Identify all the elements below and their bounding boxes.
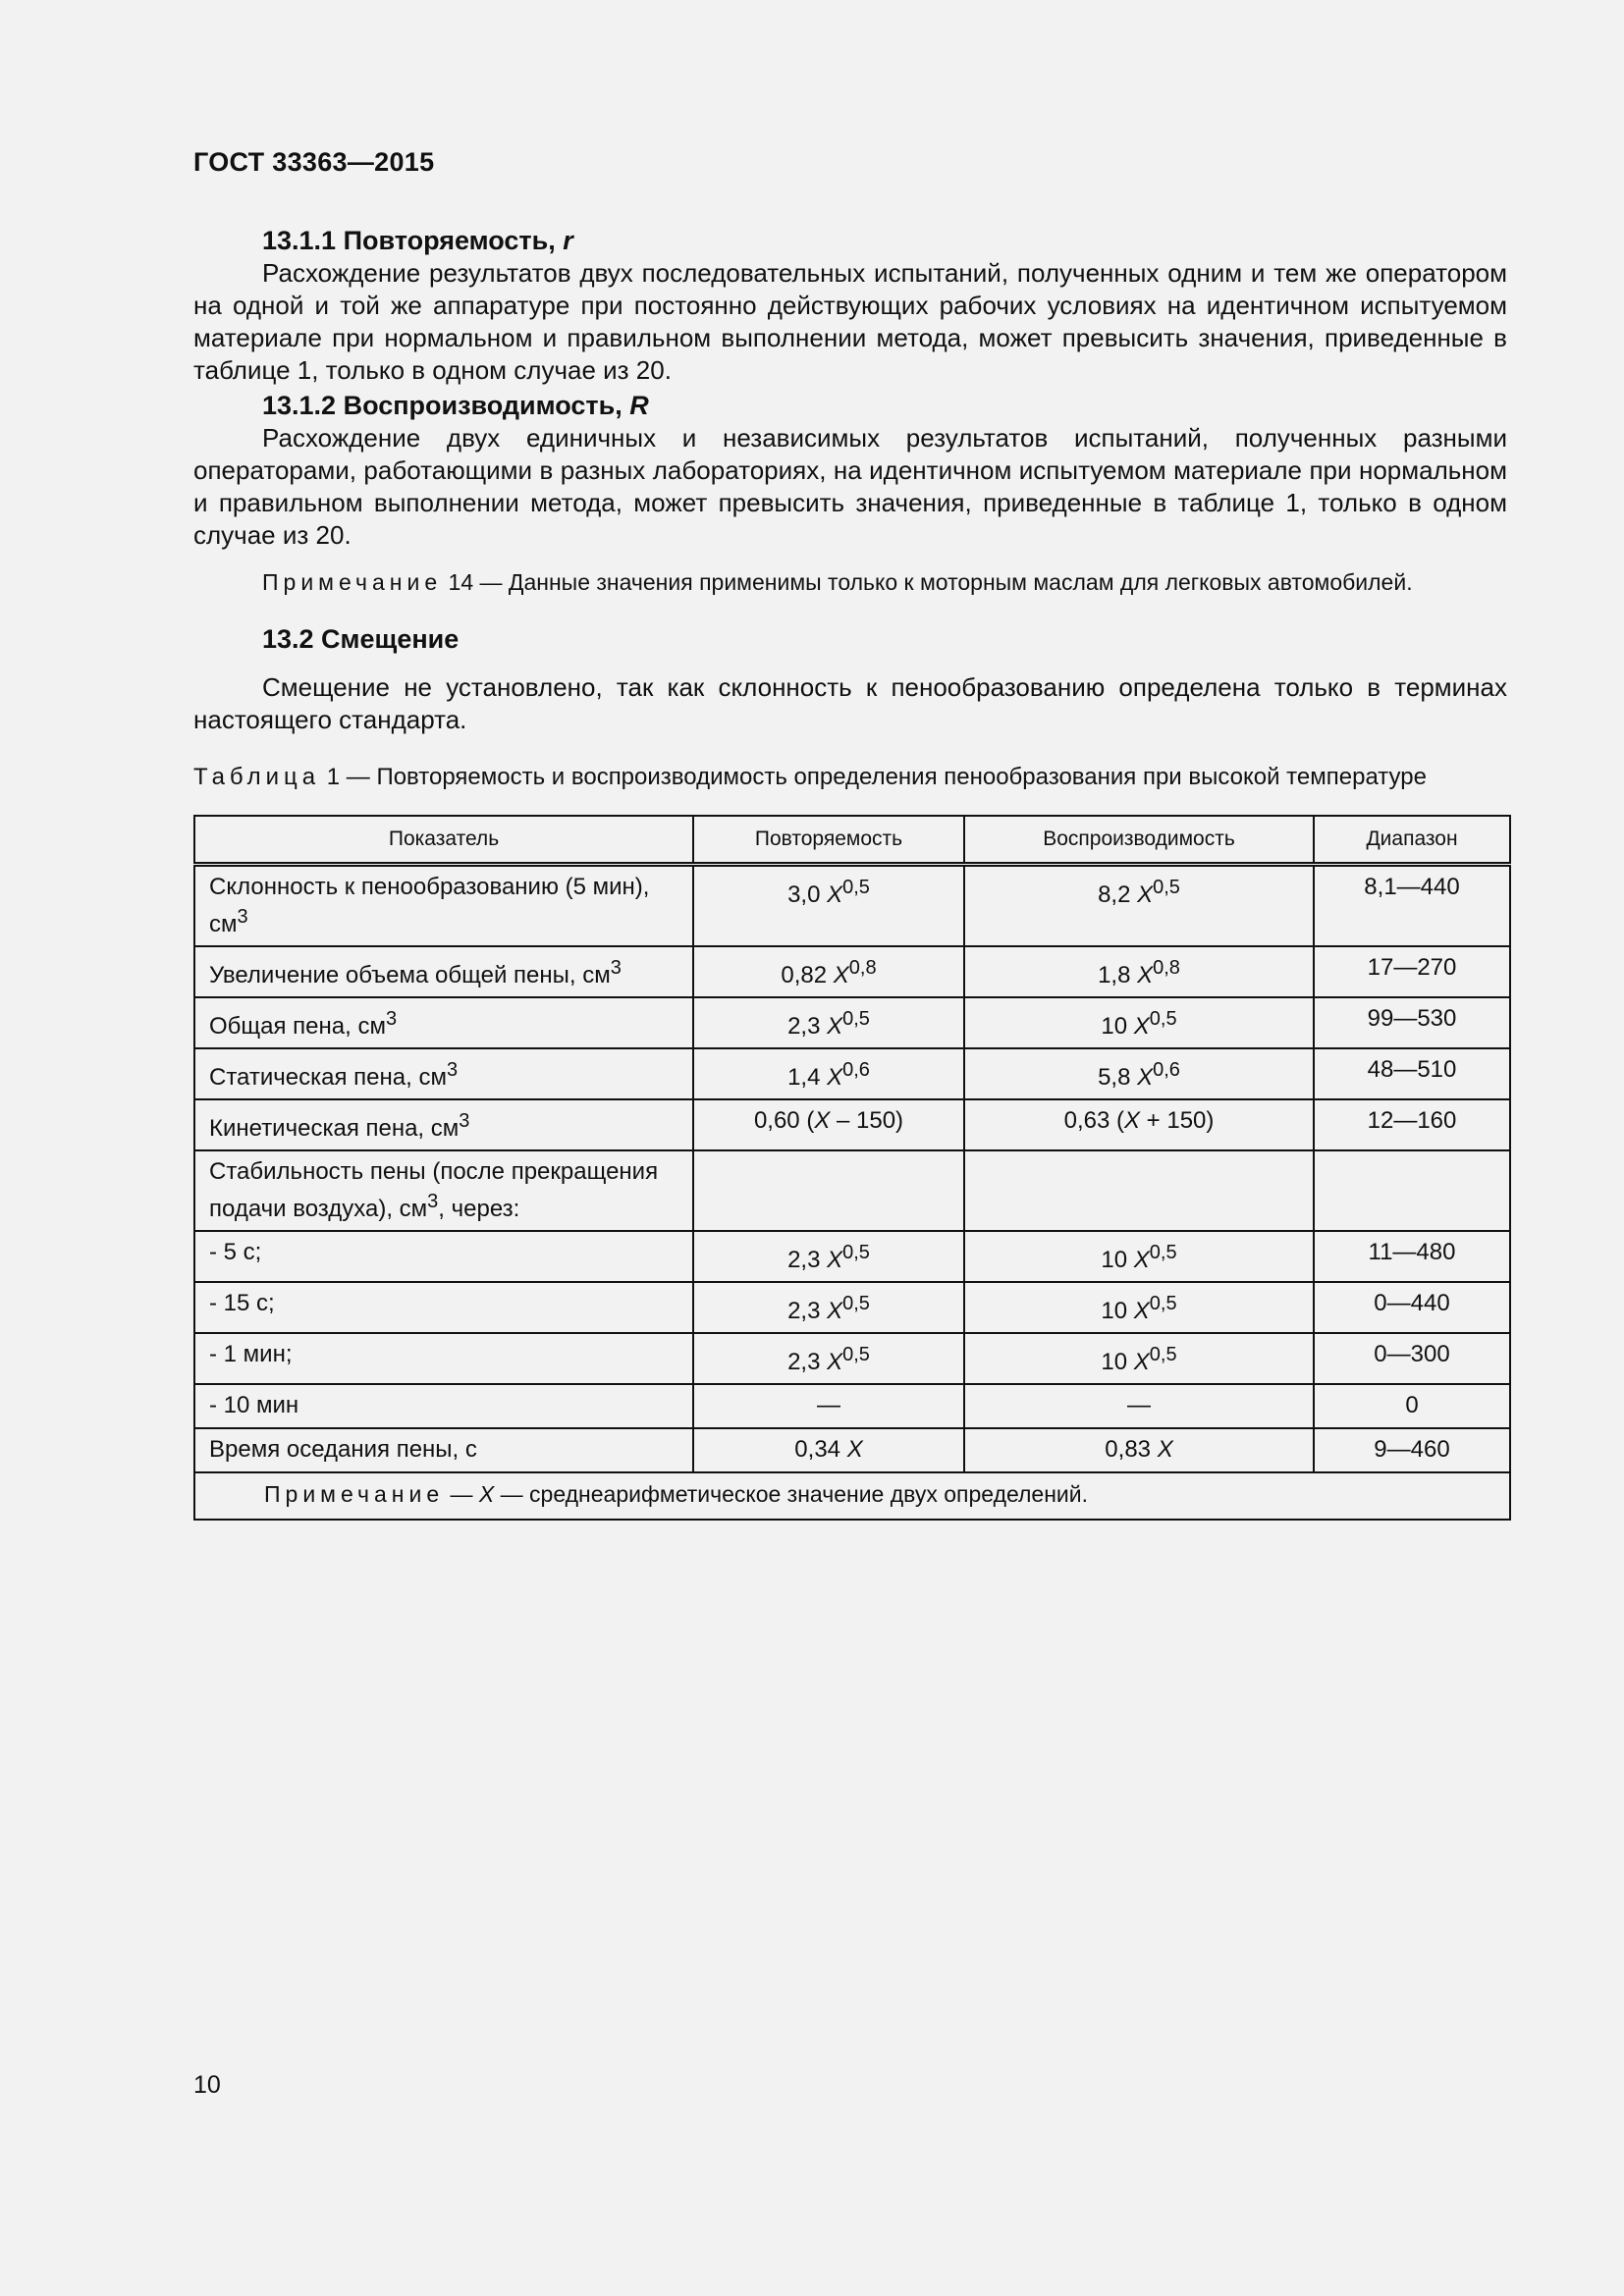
cell-repeatability: 0,60 (X – 150): [693, 1099, 964, 1150]
cell-reproducibility: 1,8 X$^{0,8}$: [964, 946, 1314, 997]
header-range: Диапазон: [1314, 816, 1510, 865]
cell-reproducibility: 0,63 (X + 150): [964, 1099, 1314, 1150]
table-footnote-row: [194, 1472, 1510, 1520]
cell-repeatability: 2,3 X$^{0,5}$: [693, 1231, 964, 1282]
table-row: [194, 1231, 1510, 1282]
cell-range: 0: [1314, 1384, 1510, 1428]
cell-range: 0—300: [1314, 1333, 1510, 1384]
cell-reproducibility: 5,8 X$^{0,6}$: [964, 1048, 1314, 1099]
header-reproducibility: Воспроизводимость: [964, 816, 1314, 865]
cell-range: 0—440: [1314, 1282, 1510, 1333]
cell-range: 8,1—440: [1314, 865, 1510, 947]
note-label: Примечание: [262, 569, 443, 595]
cell-indicator: - 10 мин: [194, 1384, 693, 1428]
heading-bias: 13.2 Смещение: [262, 624, 460, 654]
cell-range: 12—160: [1314, 1099, 1510, 1150]
table-row: [194, 997, 1510, 1048]
cell-range: 48—510: [1314, 1048, 1510, 1099]
header-repeatability: Повторяемость: [693, 816, 964, 865]
cell-indicator: Стабильность пены (после прекращения подачи воздуха), $см^3$, через:: [194, 1150, 693, 1231]
cell-range: 11—480: [1314, 1231, 1510, 1282]
cell-indicator: - 5 с;: [194, 1231, 693, 1282]
table-row: [194, 1384, 1510, 1428]
cell-indicator: Общая пена, $см^3$: [194, 997, 693, 1048]
table-caption: Таблица 1 — Повторяемость и воспроизводимость определения пенообразования при высокой температуре: [193, 764, 1427, 790]
cell-range: 9—460: [1314, 1428, 1510, 1472]
cell-range: 17—270: [1314, 946, 1510, 997]
paragraph-bias: Смещение не установлено, так как склонность к пенообразованию определена только в терминах настоящего стандарта.: [193, 672, 1507, 734]
cell-repeatability: 3,0 X$^{0,5}$: [693, 865, 964, 947]
section-13-1-2: [193, 389, 1507, 552]
cell-repeatability: —: [693, 1384, 964, 1428]
cell-reproducibility: —: [964, 1384, 1314, 1428]
cell-indicator: Увеличение объема общей пены, $см^3$: [194, 946, 693, 997]
cell-repeatability: 2,3 X$^{0,5}$: [693, 1282, 964, 1333]
cell-range: [1314, 1150, 1510, 1231]
section-13-1-1: [193, 224, 1507, 387]
cell-indicator: Время оседания пены, с: [194, 1428, 693, 1472]
cell-reproducibility: [964, 1150, 1314, 1231]
table-row: [194, 1428, 1510, 1472]
cell-reproducibility: 10 X$^{0,5}$: [964, 1231, 1314, 1282]
cell-reproducibility: 10 X$^{0,5}$: [964, 997, 1314, 1048]
cell-indicator: Кинетическая пена, $см^3$: [194, 1099, 693, 1150]
section-13-2: [193, 622, 1507, 736]
cell-indicator: Склонность к пенообразованию (5 мин), $см^3$: [194, 865, 693, 947]
results-table: [193, 815, 1511, 1521]
table-footnote: Примечание — X — среднеарифметическое значение двух определений.: [194, 1472, 1510, 1520]
table-row: [194, 946, 1510, 997]
cell-repeatability: 2,3 X$^{0,5}$: [693, 1333, 964, 1384]
table-row: [194, 1099, 1510, 1150]
cell-repeatability: 0,34 X: [693, 1428, 964, 1472]
header-indicator: Показатель: [194, 816, 693, 865]
heading-reproducibility: 13.1.2 Воспроизводимость, R: [262, 391, 649, 420]
page-number: 10: [193, 2071, 221, 2099]
table-row: [194, 1282, 1510, 1333]
table-header-row: [194, 816, 1510, 865]
cell-repeatability: 2,3 X$^{0,5}$: [693, 997, 964, 1048]
table-row: [194, 865, 1510, 947]
note-14: [193, 567, 1507, 597]
table-row: [194, 1150, 1510, 1231]
cell-indicator: - 1 мин;: [194, 1333, 693, 1384]
heading-repeatability: 13.1.1 Повторяемость, r: [262, 226, 573, 255]
cell-range: 99—530: [1314, 997, 1510, 1048]
cell-repeatability: 0,82 X$^{0,8}$: [693, 946, 964, 997]
paragraph-reproducibility: Расхождение двух единичных и независимых результатов испытаний, полученных разными операторами, работающими в разных лабораториях, на идентичном испытуемом материале при нормальном и правильном выполнении метода, может превысить значения, приведенные в таблице 1, только в одном случае из 20.: [193, 423, 1507, 550]
cell-reproducibility: 0,83 X: [964, 1428, 1314, 1472]
paragraph-repeatability: Расхождение результатов двух последовательных испытаний, полученных одним и тем же оператором на одной и той же аппаратуре при постоянно действующих рабочих условиях на идентичном испытуемом материале при нормальном и правильном выполнении метода, может превысить значения, приведенные в таблице 1, только в одном случае из 20.: [193, 258, 1507, 385]
note-text: 14 — Данные значения применимы только к моторным маслам для легковых автомобилей.: [442, 569, 1413, 595]
cell-repeatability: 1,4 X$^{0,6}$: [693, 1048, 964, 1099]
document-id: ГОСТ 33363—2015: [193, 147, 435, 177]
table-row: [194, 1333, 1510, 1384]
table-row: [194, 1048, 1510, 1099]
cell-reproducibility: 8,2 X$^{0,5}$: [964, 865, 1314, 947]
cell-reproducibility: 10 X$^{0,5}$: [964, 1282, 1314, 1333]
cell-reproducibility: 10 X$^{0,5}$: [964, 1333, 1314, 1384]
cell-repeatability: [693, 1150, 964, 1231]
cell-indicator: Статическая пена, $см^3$: [194, 1048, 693, 1099]
cell-indicator: - 15 с;: [194, 1282, 693, 1333]
